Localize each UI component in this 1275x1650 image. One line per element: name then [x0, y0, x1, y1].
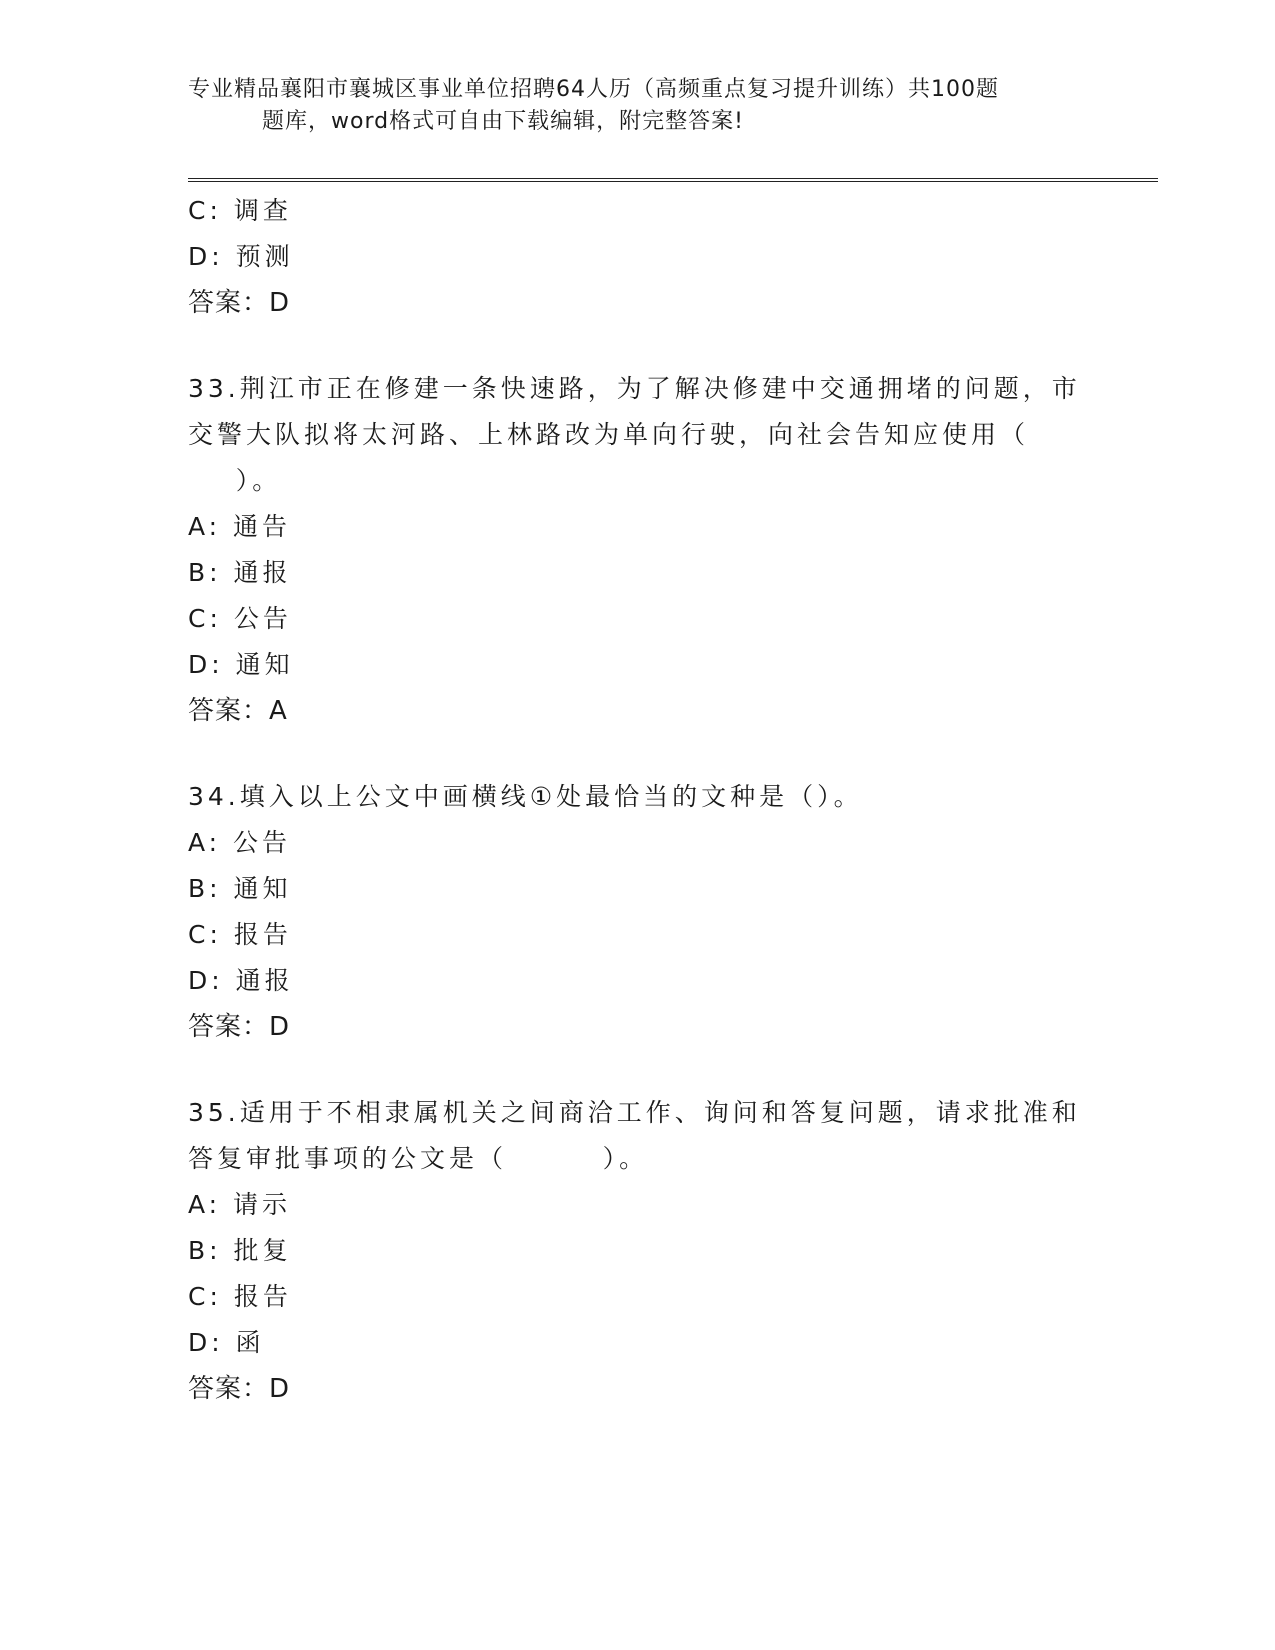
- header-title-line2: 题库，word格式可自由下载编辑，附完整答案!: [262, 109, 744, 134]
- option-d: D: 函: [188, 1328, 265, 1357]
- question-stem-line: 答复审批事项的公文是（ ）。: [188, 1144, 649, 1173]
- option-c: C: 调查: [188, 196, 292, 225]
- option-c: C: 报告: [188, 1282, 292, 1311]
- option-c: C: 报告: [188, 920, 292, 949]
- option-a: A: 通告: [188, 512, 292, 541]
- spacer: [188, 734, 1088, 774]
- option-c: C: 公告: [188, 604, 292, 633]
- option-d: D: 通报: [188, 966, 294, 995]
- question-block-33: [188, 366, 1088, 734]
- question-stem-line: ）。: [188, 466, 282, 495]
- page-header: [188, 74, 1088, 138]
- question-stem-line: 交警大队拟将太河路、上林路改为单向行驶，向社会告知应使用（: [188, 420, 1030, 449]
- option-b: B: 通报: [188, 558, 292, 587]
- spacer: [188, 326, 1088, 366]
- question-block-35: [188, 1090, 1088, 1412]
- question-stem-line: 34.填入以上公文中画横线①处最恰当的文种是（）。: [188, 782, 863, 811]
- spacer: [188, 1050, 1088, 1090]
- question-list: [188, 188, 1088, 1412]
- answer-line: 答案：A: [188, 696, 288, 726]
- question-block-34: [188, 774, 1088, 1050]
- option-d: D: 通知: [188, 650, 294, 679]
- question-stem-line: 33.荆江市正在修建一条快速路，为了解决修建中交通拥堵的问题，市: [188, 374, 1081, 403]
- option-b: B: 批复: [188, 1236, 292, 1265]
- answer-line: 答案：D: [188, 1012, 291, 1042]
- option-a: A: 请示: [188, 1190, 292, 1219]
- question-stem-line: 35.适用于不相隶属机关之间商洽工作、询问和答复问题，请求批准和: [188, 1098, 1081, 1127]
- question-block-prev: [188, 188, 1088, 326]
- header-title-line1: 专业精品襄阳市襄城区事业单位招聘64人历（高频重点复习提升训练）共100题: [188, 77, 999, 102]
- header-divider: [188, 178, 1158, 182]
- option-d: D: 预测: [188, 242, 294, 271]
- option-b: B: 通知: [188, 874, 292, 903]
- answer-line: 答案：D: [188, 288, 291, 318]
- option-a: A: 公告: [188, 828, 292, 857]
- answer-line: 答案：D: [188, 1374, 291, 1404]
